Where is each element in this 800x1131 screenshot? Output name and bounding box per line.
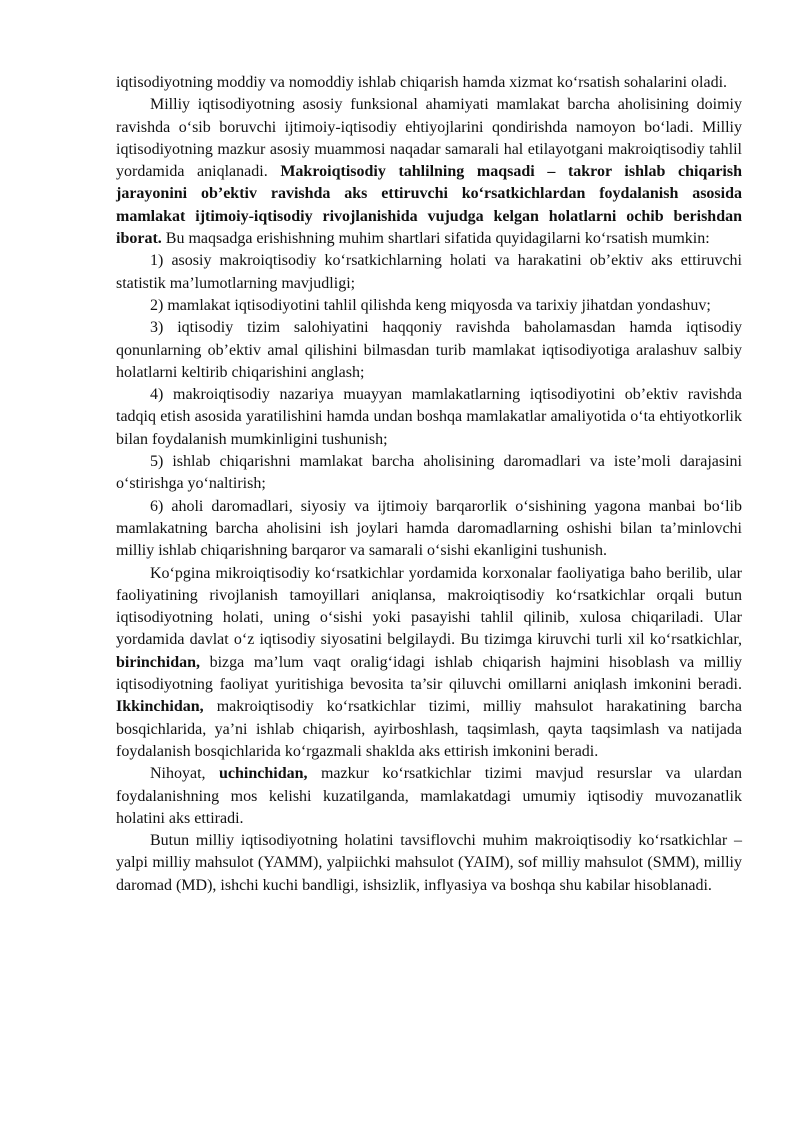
text-segment: Bu maqsadga erishishning muhim shartlari sifatida quyidagilarni ko‘rsatish mumkin: [161,230,710,248]
paragraph-p7 [116,496,742,563]
text-segment: 1) asosiy makroiqtisodiy ko‘rsatkichlarning holati va harakatini ob’ektiv aks ettiruvchi statistik ma’lumotlarning mavjudligi; [116,252,742,292]
text-segment: mazkur ko‘rsatkichlar tizimi mavjud resurslar va ulardan foydalanishning mos kelishi kuzatilganda, mamlakatdagi umumiy iqtisodiy muvozanatlik holatini aks ettiradi. [116,765,743,827]
paragraph-p5 [116,384,742,451]
text-segment: makroiqtisodiy ko‘rsatkichlar tizimi, milliy mahsulot harakatining barcha bosqichlarida, ya’ni ishlab chiqarish, ayirboshlash, taqsimlash, qayta taqsimlash va natijada foydalanish bosqichlarida ko‘rgazmali shaklda aks ettirish imkonini beradi. [116,698,742,760]
bold-text-segment: birinchidan, [116,653,201,671]
bold-text-segment: Makroiqtisodiy tahlilning maqsadi – takror ishlab chiqarish jarayonini ob’ektiv ravishda aks ettiruvchi ko‘rsatkichlardan foydalanish asosida mamlakat ijtimoiy-iqtisodiy rivojlanishida vujudga kelgan holatlarni ochib berishdan iborat. [116,163,742,248]
text-segment: iqtisodiyotning moddiy va nomoddiy ishlab chiqarish hamda xizmat ko‘rsatish sohalarini oladi. [116,74,728,91]
paragraph-p9 [116,763,742,830]
text-segment: 6) aholi daromadlari, siyosiy va ijtimoiy barqarorlik o‘sishining yagona manbai bo‘lib mamlakatning barcha aholisini ish joylari hamda daromadlarning oshishi bilan ta’minlovchi milliy ishlab chiqarishning barqaror va samarali o‘sishi ekanligini tushunish. [116,497,742,560]
paragraph-p2 [116,250,742,295]
paragraph-p10 [116,830,742,897]
text-segment: Butun milliy iqtisodiyotning holatini tavsiflovchi muhim makroiqtisodiy ko‘rsatkichlar – yalpi milliy mahsulot (YAMM), yalpiichki mahsulot (YAIM), sof milliy mahsulot (SMM), milliy daromad (MD), ishchi kuchi bandligi, ishsizlik, inflyasiya va boshqa shu kabilar hisoblanadi. [116,832,742,894]
paragraph-p8 [116,563,742,764]
text-segment: Nihoyat, [150,765,220,783]
paragraph-p3 [116,295,742,317]
text-segment: Milliy iqtisodiyotning asosiy funksional ahamiyati mamlakat barcha aholisining doimiy ravishda o‘sib boruvchi ijtimoiy-iqtisodiy ehtiyojlarini qondirishda namoyon bo‘ladi. Milliy iqtisodiyotning mazkur asosiy muammosi naqadar samarali hal etilayotgani makroiqtisodiy tahlil yordamida aniqlanadi. [116,96,742,181]
text-segment: 5) ishlab chiqarishni mamlakat barcha aholisining daromadlari va iste’moli darajasini o‘stirishga yo‘naltirish; [116,453,742,493]
text-segment: 2) mamlakat iqtisodiyotini tahlil qilishda keng miqyosda va tarixiy jihatdan yondashuv; [150,296,711,314]
document-body [116,72,742,897]
bold-text-segment: Ikkinchidan, [116,698,204,716]
text-segment: 4) makroiqtisodiy nazariya muayyan mamlakatlarning iqtisodiyotini ob’ektiv ravishda tadqiq etish asosida yaratilishini hamda undan boshqa mamlakatlar amaliyotida o‘ta ehtiyotkorlik bilan foydalanish mumkinligini tushunish; [116,386,742,448]
paragraph-p0 [116,72,742,94]
paragraph-p1 [116,94,742,250]
text-segment: 3) iqtisodiy tizim salohiyatini haqqoniy ravishda baholamasdan hamda iqtisodiy qonunlarning ob’ektiv amal qilishini bilmasdan turib mamlakat iqtisodiyotiga aralashuv salbiy holatlarni keltirib chiqarishini anglash; [116,319,742,381]
paragraph-p4 [116,317,742,384]
text-segment: Ko‘pgina mikroiqtisodiy ko‘rsatkichlar yordamida korxonalar faoliyatiga baho berilib, ular faoliyatining rivojlanish tamoyillari aniqlansa, makroiqtisodiy ko‘rsatkichlar orqali butun iqtisodiyotning holati, uning o‘sishi yoki pasayishi tahlil qilinib, xulosa chiqariladi. Ular yordamida davlat o‘z iqtisodiy siyosatini belgilaydi. Bu tizimga kiruvchi turli xil ko‘rsatkichlar, [116,564,742,649]
bold-text-segment: uchinchidan, [219,765,308,783]
paragraph-p6 [116,451,742,496]
text-segment: bizga ma’lum vaqt oralig‘idagi ishlab chiqarish hajmini hisoblash va milliy iqtisodiyotning faoliyat yuritishiga bevosita ta’sir qiluvchi omillarni aniqlash imkonini beradi. [116,653,742,694]
